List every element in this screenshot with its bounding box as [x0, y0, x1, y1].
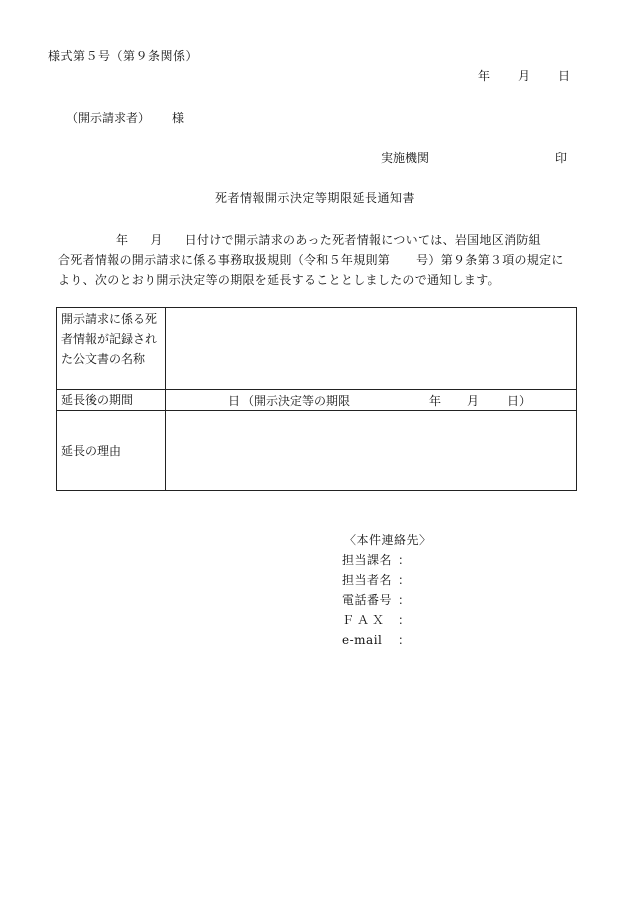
- table-row: [57, 411, 577, 491]
- document-name-label: 開示請求に係る死者情報が記録された公文書の名称: [57, 308, 166, 390]
- body-line-2a: 合死者情報の開示請求に係る事務取扱規則（令和５年規則第: [58, 253, 391, 267]
- notice-body: [58, 230, 588, 290]
- email-label: e-mail: [342, 633, 383, 647]
- body-line-2: [58, 250, 588, 270]
- requester-label: （開示請求者）: [66, 111, 151, 125]
- contact-fax-row: [342, 610, 432, 630]
- fax-colon: ：: [398, 613, 411, 627]
- body-year: 年: [116, 233, 129, 247]
- dept-label: 担当課名: [342, 553, 393, 567]
- phone-colon: ：: [398, 593, 411, 607]
- period-month: 月: [467, 394, 480, 408]
- date-line: [0, 68, 630, 84]
- honorific: 様: [172, 111, 185, 125]
- contact-person-row: [342, 570, 432, 590]
- info-table: [56, 307, 577, 491]
- date-year: 年: [478, 69, 491, 83]
- contact-heading: 〈本件連絡先〉: [344, 533, 432, 547]
- contact-email-row: [342, 630, 432, 650]
- seal-mark: 印: [555, 151, 568, 165]
- fax-label: ＦＡＸ: [342, 613, 388, 627]
- agency-line: [0, 150, 630, 166]
- date-day: 日: [558, 69, 571, 83]
- form-number: 様式第５号（第９条関係）: [48, 49, 199, 63]
- contact-phone-row: [342, 590, 432, 610]
- document-title: 死者情報開示決定等期限延長通知書: [214, 191, 415, 205]
- period-day: 日: [228, 394, 241, 408]
- body-line-2b: 号）第９条第３項の規定に: [416, 253, 564, 267]
- person-label: 担当者名: [342, 573, 393, 587]
- extension-period-label: 延長後の期間: [57, 390, 166, 411]
- extension-period-value[interactable]: [166, 390, 577, 411]
- dept-colon: ：: [398, 553, 411, 567]
- table-row: [57, 390, 577, 411]
- period-year: 年: [429, 394, 442, 408]
- table-row: [57, 308, 577, 390]
- body-line-1-text: 日付けで開示請求のあった死者情報については、岩国地区消防組: [184, 233, 541, 247]
- person-colon: ：: [398, 573, 411, 587]
- extension-reason-label: 延長の理由: [57, 411, 166, 491]
- extension-reason-value[interactable]: [166, 411, 577, 491]
- period-end-day: 日）: [507, 394, 532, 408]
- body-line-1: [58, 230, 588, 250]
- body-line-3: より、次のとおり開示決定等の期限を延長することとしましたので通知します。: [58, 273, 500, 287]
- addressee: [66, 110, 184, 126]
- contact-dept-row: [342, 550, 432, 570]
- document-name-value[interactable]: [166, 308, 577, 390]
- body-month: 月: [150, 233, 163, 247]
- date-month: 月: [518, 69, 531, 83]
- agency-label: 実施機関: [381, 151, 430, 165]
- email-colon: ：: [398, 633, 411, 647]
- phone-label: 電話番号: [342, 593, 393, 607]
- period-deadline-text: （開示決定等の期限: [242, 394, 351, 408]
- contact-block: [342, 530, 432, 650]
